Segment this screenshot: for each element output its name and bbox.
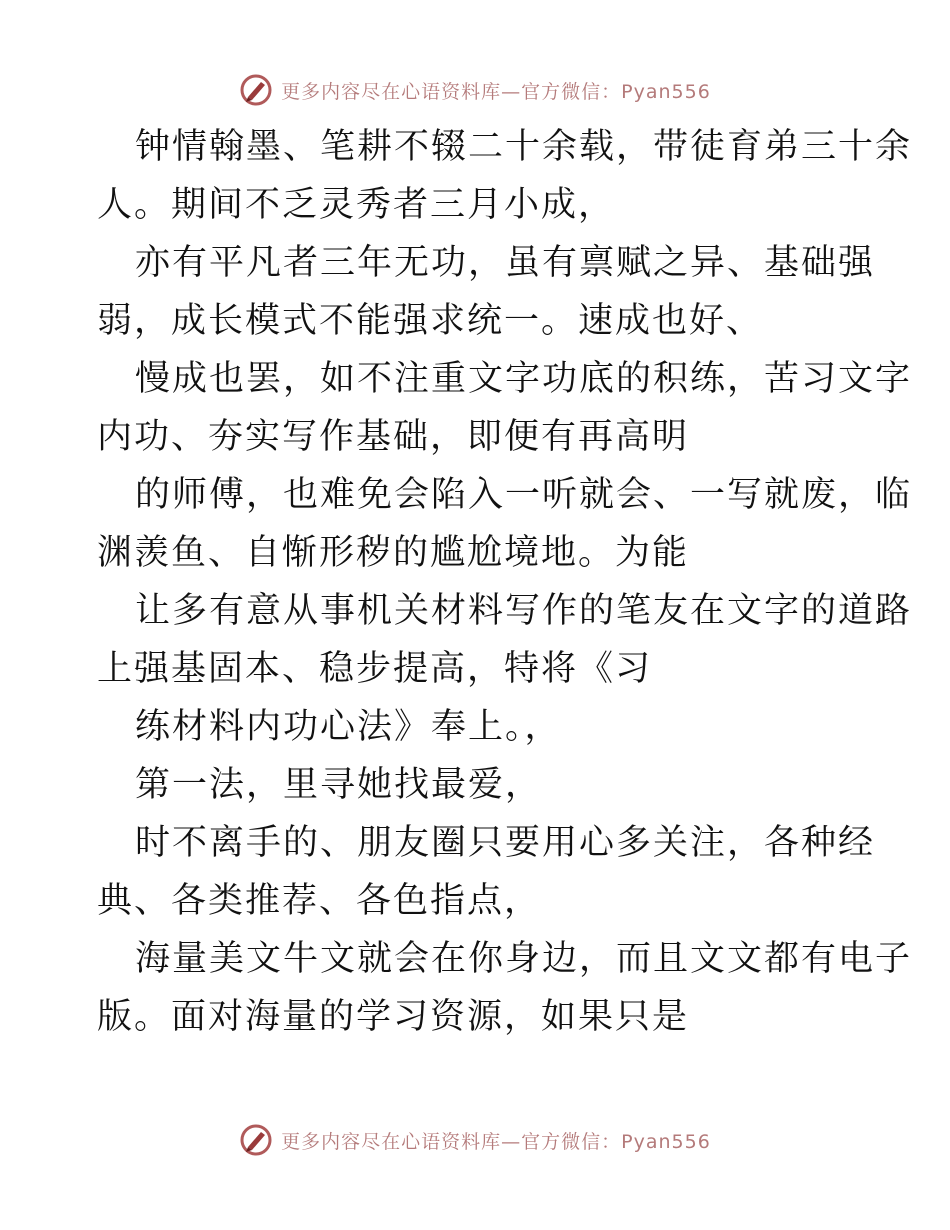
body-line: 海量美文牛文就会在你身边，而且文文都有电子: [135, 939, 913, 979]
body-line: 时不离手的、朋友圈只要用心多关注，各种经: [135, 823, 876, 863]
header-site-text: 更多内容尽在心语资料库—官方微信：: [281, 80, 622, 103]
header-text: [281, 77, 711, 104]
header-wechat-id: Pyan556: [621, 80, 711, 103]
body-line: 弱，成长模式不能强求统一。速成也好、: [97, 301, 764, 341]
body-line: 渊羡鱼、自惭形秽的尴尬境地。为能: [97, 533, 690, 573]
body-line: 内功、夯实写作基础，即便有再高明: [97, 417, 690, 457]
body-line: 上强基固本、稳步提高，特将《习: [97, 649, 653, 689]
footer-banner: [0, 1120, 950, 1160]
body-line: 钟情翰墨、笔耕不辍二十余载，带徒育弟三十余: [135, 127, 913, 167]
pen-logo-icon: [239, 73, 273, 107]
body-line: 第一法，里寻她找最爱，: [135, 765, 543, 805]
pen-logo-icon: [239, 1123, 273, 1157]
body-line: 练材料内功心法》奉上。，: [135, 707, 562, 747]
body-line: 让多有意从事机关材料写作的笔友在文字的道路: [135, 591, 913, 631]
body-text: [97, 118, 913, 1046]
footer-wechat-id: Pyan556: [621, 1130, 711, 1153]
body-line: 亦有平凡者三年无功，虽有禀赋之异、基础强: [135, 243, 876, 283]
body-line: 版。面对海量的学习资源，如果只是: [97, 997, 690, 1037]
body-line: 典、各类推荐、各色指点，: [97, 881, 542, 921]
footer-site-text: 更多内容尽在心语资料库—官方微信：: [281, 1130, 622, 1153]
header-banner: [0, 70, 950, 110]
body-line: 人。期间不乏灵秀者三月小成，: [97, 185, 616, 225]
body-line: 的师傅，也难免会陷入一听就会、一写就废，临: [135, 475, 913, 515]
footer-text: [281, 1127, 711, 1154]
body-line: 慢成也罢，如不注重文字功底的积练，苦习文字: [135, 359, 913, 399]
